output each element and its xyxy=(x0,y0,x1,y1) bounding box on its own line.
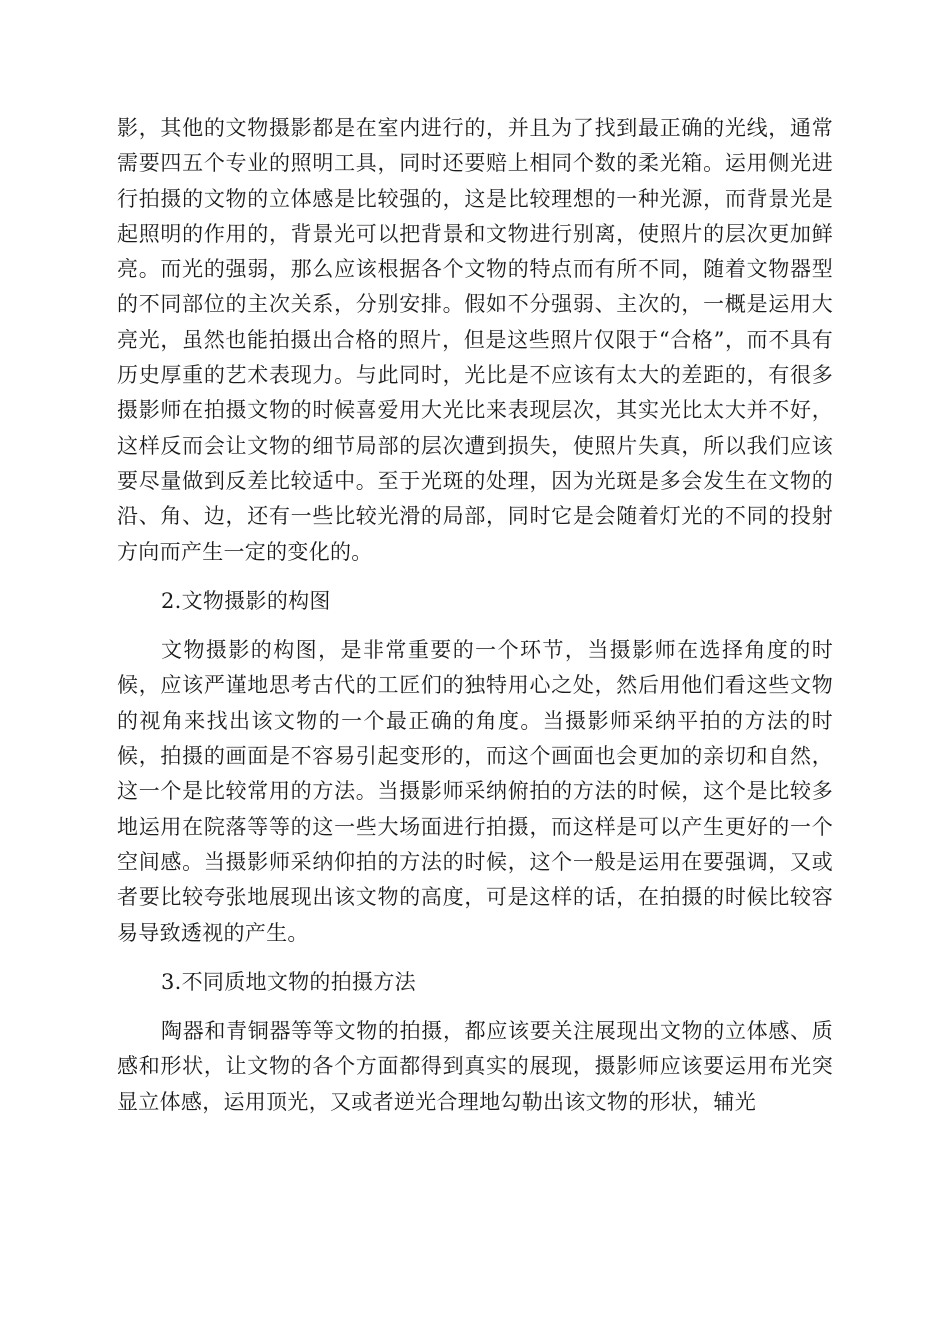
paragraph-composition: 文物摄影的构图，是非常重要的一个环节，当摄影师在选择角度的时候，应该严谨地思考古代的工匠们的独特用心之处，然后用他们看这些文物的视角来找出该文物的一个最正确的角度。当摄影师采纳平拍的方法的时候，拍摄的画面是不容易引起变形的，而这个画面也会更加的亲切和自然，这一个是比较常用的方法。当摄影师采纳俯拍的方法的时候，这个是比较多地运用在院落等等的这一些大场面进行拍摄，而这样是可以产生更好的一个空间感。当摄影师采纳仰拍的方法的时候，这个一般是运用在要强调，又或者要比较夸张地展现出该文物的高度，可是这样的话，在拍摄的时候比较容易导致透视的产生。 xyxy=(117,638,833,945)
section-heading-composition: 2.文物摄影的构图 xyxy=(161,588,331,613)
section-heading-materials: 3.不同质地文物的拍摄方法 xyxy=(161,969,416,994)
paragraph-lighting-continued: 影，其他的文物摄影都是在室内进行的，并且为了找到最正确的光线，通常需要四五个专业的照明工具，同时还要赔上相同个数的柔光箱。运用侧光进行拍摄的文物的立体感是比较强的，这是比较理想的一种光源，而背景光是起照明的作用的，背景光可以把背景和文物进行别离，使照片的层次更加鲜亮。而光的强弱，那么应该根据各个文物的特点而有所不同，随着文物器型的不同部位的主次关系，分别安排。假如不分强弱、主次的，一概是运用大亮光，虽然也能拍摄出合格的照片，但是这些照片仅限于“合格”，而不具有历史厚重的艺术表现力。与此同时，光比是不应该有太大的差距的，有很多摄影师在拍摄文物的时候喜爱用大光比来表现层次，其实光比太大并不好，这样反而会让文物的细节局部的层次遭到损失，使照片失真，所以我们应该要尽量做到反差比较适中。至于光斑的处理，因为光斑是多会发生在文物的沿、角、边，还有一些比较光滑的局部，同时它是会随着灯光的不同的投射方向而产生一定的变化的。 xyxy=(117,116,833,564)
document-body xyxy=(117,111,833,1120)
paragraph-materials: 陶器和青铜器等等文物的拍摄，都应该要关注展现出文物的立体感、质感和形状，让文物的各个方面都得到真实的展现，摄影师应该要运用布光突显立体感，运用顶光，又或者逆光合理地勾勒出该文物的形状，辅光 xyxy=(117,1019,833,1114)
